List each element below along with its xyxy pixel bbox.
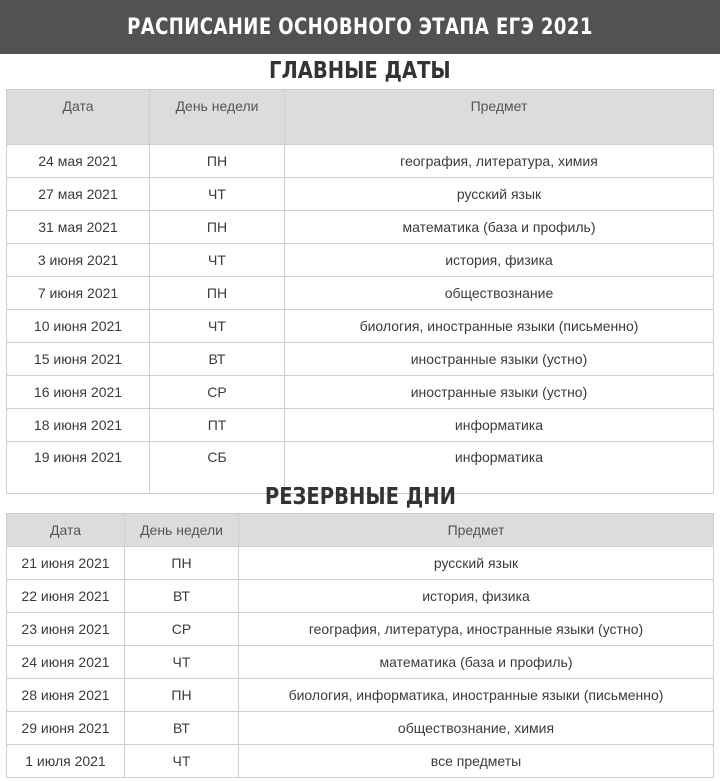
table-row: [7, 745, 714, 778]
cell-weekday: СБ: [150, 442, 285, 494]
table-row: [7, 580, 714, 613]
cell-date: 23 июня 2021: [7, 613, 125, 646]
header-subject: Предмет: [239, 514, 714, 547]
cell-weekday: ВТ: [150, 343, 285, 376]
cell-weekday: ВТ: [125, 712, 239, 745]
cell-weekday: ПН: [150, 277, 285, 310]
cell-date: 27 мая 2021: [7, 178, 150, 211]
cell-weekday: ПН: [125, 547, 239, 580]
cell-weekday: ПН: [150, 145, 285, 178]
banner-title: РАСПИСАНИЕ ОСНОВНОГО ЭТАПА ЕГЭ 2021: [127, 14, 593, 40]
cell-subject: история, физика: [239, 580, 714, 613]
table-row: [7, 376, 714, 409]
table-row: [7, 547, 714, 580]
header-subject: Предмет: [285, 90, 714, 145]
table-row: [7, 277, 714, 310]
cell-subject: русский язык: [285, 178, 714, 211]
cell-subject: обществознание: [285, 277, 714, 310]
table-row: [7, 178, 714, 211]
cell-weekday: ЧТ: [150, 310, 285, 343]
cell-date: 10 июня 2021: [7, 310, 150, 343]
cell-subject: история, физика: [285, 244, 714, 277]
cell-weekday: СР: [150, 376, 285, 409]
cell-weekday: ВТ: [125, 580, 239, 613]
page-banner: [0, 0, 720, 54]
table-row: [7, 409, 714, 442]
cell-weekday: ЧТ: [150, 244, 285, 277]
cell-date: 21 июня 2021: [7, 547, 125, 580]
main-dates-table: [6, 89, 714, 494]
cell-weekday: ПН: [150, 211, 285, 244]
cell-subject: география, литература, иностранные языки (устно): [239, 613, 714, 646]
cell-weekday: ЧТ: [125, 745, 239, 778]
cell-weekday: ПН: [125, 679, 239, 712]
cell-date: 24 мая 2021: [7, 145, 150, 178]
cell-weekday: ПТ: [150, 409, 285, 442]
cell-subject: информатика: [285, 442, 714, 494]
cell-date: 24 июня 2021: [7, 646, 125, 679]
cell-subject: математика (база и профиль): [285, 211, 714, 244]
table-row: [7, 211, 714, 244]
cell-subject: все предметы: [239, 745, 714, 778]
header-date: Дата: [7, 90, 150, 145]
table-row: [7, 244, 714, 277]
cell-subject: география, литература, химия: [285, 145, 714, 178]
header-weekday: День недели: [125, 514, 239, 547]
cell-date: 19 июня 2021: [7, 442, 150, 494]
cell-subject: обществознание, химия: [239, 712, 714, 745]
header-weekday: День недели: [150, 90, 285, 145]
cell-subject: биология, иностранные языки (письменно): [285, 310, 714, 343]
cell-weekday: ЧТ: [150, 178, 285, 211]
cell-subject: информатика: [285, 409, 714, 442]
cell-subject: биология, информатика, иностранные языки (письменно): [239, 679, 714, 712]
table-row: [7, 145, 714, 178]
table-row: [7, 712, 714, 745]
header-date: Дата: [7, 514, 125, 547]
cell-weekday: ЧТ: [125, 646, 239, 679]
cell-date: 18 июня 2021: [7, 409, 150, 442]
table-row: [7, 310, 714, 343]
cell-subject: русский язык: [239, 547, 714, 580]
reserve-days-table: [6, 513, 714, 778]
table-header-row: [7, 514, 714, 547]
cell-subject: иностранные языки (устно): [285, 376, 714, 409]
cell-date: 22 июня 2021: [7, 580, 125, 613]
table-row: [7, 343, 714, 376]
cell-date: 29 июня 2021: [7, 712, 125, 745]
table-header-row: [7, 90, 714, 145]
cell-weekday: СР: [125, 613, 239, 646]
cell-subject: математика (база и профиль): [239, 646, 714, 679]
cell-date: 1 июля 2021: [7, 745, 125, 778]
cell-date: 16 июня 2021: [7, 376, 150, 409]
table-row: [7, 613, 714, 646]
cell-subject: иностранные языки (устно): [285, 343, 714, 376]
cell-date: 31 мая 2021: [7, 211, 150, 244]
main-dates-title: ГЛАВНЫЕ ДАТЫ: [269, 58, 451, 84]
cell-date: 28 июня 2021: [7, 679, 125, 712]
cell-date: 7 июня 2021: [7, 277, 150, 310]
table-row: [7, 679, 714, 712]
reserve-days-title: РЕЗЕРВНЫЕ ДНИ: [264, 484, 456, 510]
cell-date: 3 июня 2021: [7, 244, 150, 277]
table-row: [7, 646, 714, 679]
cell-date: 15 июня 2021: [7, 343, 150, 376]
